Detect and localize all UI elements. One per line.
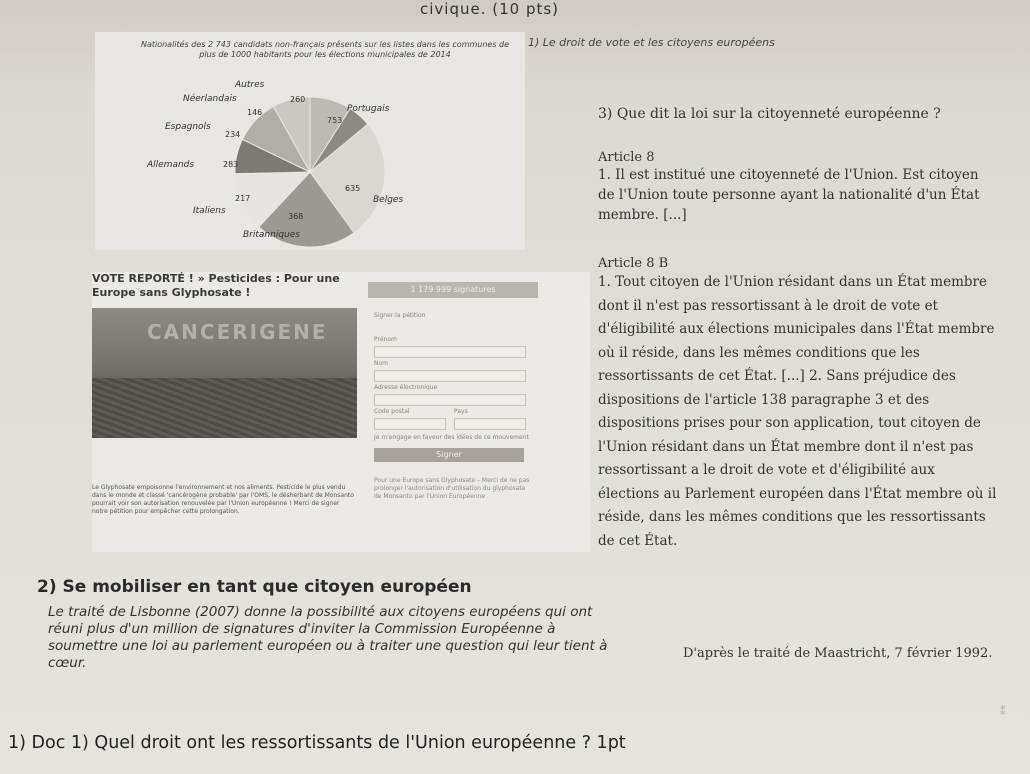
value-autres: 260	[290, 95, 306, 104]
value-portugais: 753	[327, 116, 343, 125]
label-neerlandais: Néerlandais	[183, 94, 237, 104]
doc1-pie-chart	[95, 32, 525, 250]
photo-word: CANCERIGENE	[147, 320, 328, 344]
label-belges: Belges	[373, 195, 404, 205]
label-allemands: Allemands	[147, 160, 195, 170]
petition-photo	[92, 308, 357, 438]
source-citation: D'après le traité de Maastricht, 7 février 1992.	[683, 646, 993, 661]
header-title: civique. (10 pts)	[420, 0, 560, 18]
bottom-question: 1) Doc 1) Quel droit ont les ressortissants de l'Union européenne ? 1pt	[8, 733, 626, 753]
label-espagnols: Espagnols	[165, 122, 211, 132]
form-label-email: Adresse électronique	[374, 384, 438, 391]
form-fine-print: Pour une Europe sans Glyphosate – Merci de ne pas prolonger l'autorisation d'utilisation du glyphosate de Monsanto par l'Union Européenne	[374, 477, 530, 500]
article-8b-title: Article 8 B	[598, 256, 669, 271]
value-italiens: 217	[235, 194, 251, 203]
petition-body: Le Glyphosate empoisonne l'environnement et nos aliments. Pesticide le plus vendu dans le monde et classé 'cancérogène probable' par l'OMS, le désherbant de Monsanto pourrait voir son autorisation renouvelée par l'Union européenne ! Merci de signer notre pétition pour empêcher cette prolongation.	[92, 484, 354, 515]
form-label-nom: Nom	[374, 360, 389, 367]
corner-mark-icon: ⁑	[1000, 705, 1006, 718]
value-belges: 635	[345, 184, 361, 193]
label-autres: Autres	[235, 80, 265, 90]
photo-ground	[92, 378, 357, 438]
question3-heading: 3) Que dit la loi sur la citoyenneté européenne ?	[598, 106, 941, 122]
form-label-signer: Signer la pétition	[374, 312, 426, 319]
form-label-postal: Code postal	[374, 408, 410, 415]
form-label-pays: Pays	[454, 408, 468, 415]
petition-title	[92, 272, 340, 300]
value-allemands: 283	[223, 160, 239, 169]
form-label-prenom: Prénom	[374, 336, 397, 343]
petition-title-line1: VOTE REPORTÉ ! » Pesticides : Pour une	[92, 272, 340, 285]
article-8	[598, 150, 998, 225]
petition-title-line2: Europe sans Glyphosate !	[92, 286, 251, 299]
email-field[interactable]	[374, 394, 526, 406]
prenom-field[interactable]	[374, 346, 526, 358]
article-8-text: 1. Il est institué une citoyenneté de l'Union. Est citoyen de l'Union toute personne ayant la nationalité d'un État membre. [...]	[598, 167, 980, 223]
article-8b	[598, 256, 998, 553]
section2-text: Le traité de Lisbonne (2007) donne la possibilité aux citoyens européens qui ont réuni plus d'un million de signatures d'inviter la Commission Européenne à soumettre une loi au parlement européen ou à traiter une question qui leur tient à cœur.	[48, 604, 608, 671]
value-britanniques: 368	[288, 212, 304, 221]
question1-heading: 1) Le droit de vote et les citoyens européens	[528, 36, 775, 49]
section2-title: 2) Se mobiliser en tant que citoyen européen	[37, 577, 472, 597]
chart-title: Nationalités des 2 743 candidats non-français présents sur les listes dans les communes de plus de 1000 habitants pour les élections municipales de 2014	[140, 40, 510, 59]
doc2-petition	[92, 272, 590, 552]
pie-svg	[95, 32, 525, 250]
label-portugais: Portugais	[347, 104, 390, 114]
nom-field[interactable]	[374, 370, 526, 382]
signatures-badge: 1 179 999 signatures	[368, 282, 538, 298]
sign-button[interactable]: Signer	[374, 448, 524, 462]
article-8b-text: 1. Tout citoyen de l'Union résidant dans un État membre dont il n'est pas ressortissant à le droit de vote et d'éligibilité aux élections municipales dans l'État membre où il réside, dans les mêmes conditions que les ressortissants de cet État. [...] 2. Sans préjudice des dispositions de l'article 138 paragraphe 3 et des dispositions prises pour son application, tout citoyen de l'Union résidant dans un État membre dont il n'est pas ressortissant a le droit de vote et d'éligibilité aux élections au Parlement européen dans l'État membre où il réside, dans les mêmes conditions que les ressortissants de cet État.	[598, 274, 997, 549]
value-neerlandais: 146	[247, 108, 263, 117]
pays-select[interactable]	[454, 418, 526, 430]
postal-field[interactable]	[374, 418, 446, 430]
value-espagnols: 234	[225, 130, 241, 139]
label-italiens: Italiens	[193, 206, 226, 216]
label-britanniques: Britanniques	[243, 230, 300, 240]
article-8-title: Article 8	[598, 150, 655, 165]
form-consent[interactable]: Je m'engage en faveur des idées de ce mouvement	[374, 434, 529, 441]
